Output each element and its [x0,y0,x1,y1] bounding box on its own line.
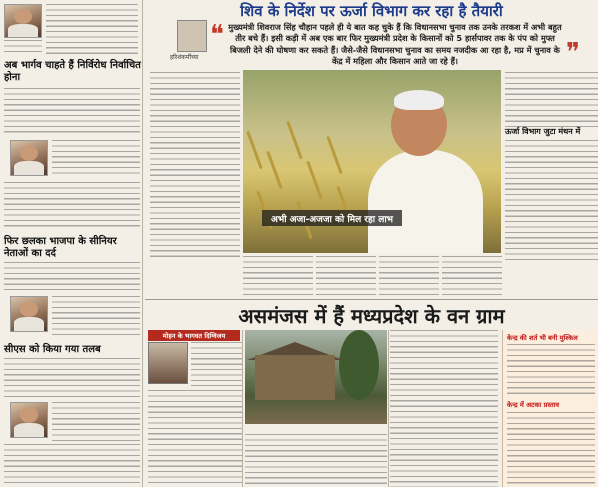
left-text-block [4,88,140,136]
sidebar-box [502,330,598,487]
left-text-block [4,40,42,56]
article-text-column [390,330,498,487]
sidebar-heading: केन्द्र में अटका प्रस्ताव [507,401,560,409]
article-text-column [148,390,242,487]
article-text-column [316,256,376,296]
left-text-block [52,140,140,178]
page-title [145,0,598,22]
article-subhead: ऊर्जा विभाग जुटा मंथन में [505,127,581,136]
left-headline-1: अब भार्गव चाहते हैं निर्विरोध निर्वाचित होना [4,60,141,83]
left-text-block [52,402,140,442]
photo-caption: अभी अजा-अजजा को मिल रहा लाभ [262,210,402,226]
column-divider [242,330,243,487]
portrait-photo [10,140,48,176]
article-text-column [191,342,243,386]
left-text-block [4,358,140,398]
portrait-photo [10,402,48,438]
left-text-block [4,182,140,230]
quote-mark-icon: ❝ [210,20,224,50]
sidebar-text [507,412,595,484]
left-headline-2: फिर छलका भाजपा के सीनियर नेताओं का दर्द [4,236,117,259]
left-text-block [52,296,140,336]
article-text-column [243,256,313,296]
quote-mark-icon: ❞ [566,38,580,68]
second-headline-text: असमंजस में हैं मध्यप्रदेश के वन ग्राम [238,303,505,328]
left-text-block [4,444,140,486]
left-headline-3: सीएस को किया गया तलब [4,344,101,355]
column-divider [388,330,389,487]
village-photo [245,330,387,424]
sidebar-heading: केन्द्र की शर्त भी बनी मुश्किल [507,334,578,342]
left-text-block [46,4,138,56]
second-headline [145,301,598,329]
article-text-column [245,434,387,487]
portrait-photo [4,4,42,38]
portrait-photo [10,296,48,332]
author-photo [177,20,207,52]
left-text-block [4,262,140,294]
section-divider [145,299,598,300]
main-headline: शिव के निर्देश पर ऊर्जा विभाग कर रहा है तैयारी [240,2,503,20]
article-text-column [442,256,502,296]
article-text-column [505,140,598,260]
headline-deck: मुख्यमंत्री शिवराज सिंह चौहान पहले ही ये बात कह चुके हैं कि विधानसभा चुनाव तक उनके तरकश में अभी बहुत तीर बचे हैं। इसी कड़ी में अब एक बार फिर मुख्यमंत्री प्रदेश के किसानों को 5 हार्सपावर तक के पंप को मुफ्त बिजली देने की घोषणा कर सकते हैं। जैसे-जैसे विधानसभा चुनाव का समय नजदीक आ रहा है, मप्र में चुनाव के केंद्र में महिला और किसान आते जा रहे हैं। [228,22,562,66]
author-caption: हरिशंकर्मीच्या [170,54,199,61]
article-text-column [505,72,598,127]
photo-caption [245,424,387,432]
left-column [0,0,143,487]
section-label: मोहन के भागवत दिग्विजय [148,330,240,341]
sidebar-text [507,344,595,396]
article-text-column [379,256,439,296]
portrait-photo [148,342,188,384]
article-text-column [150,72,240,260]
